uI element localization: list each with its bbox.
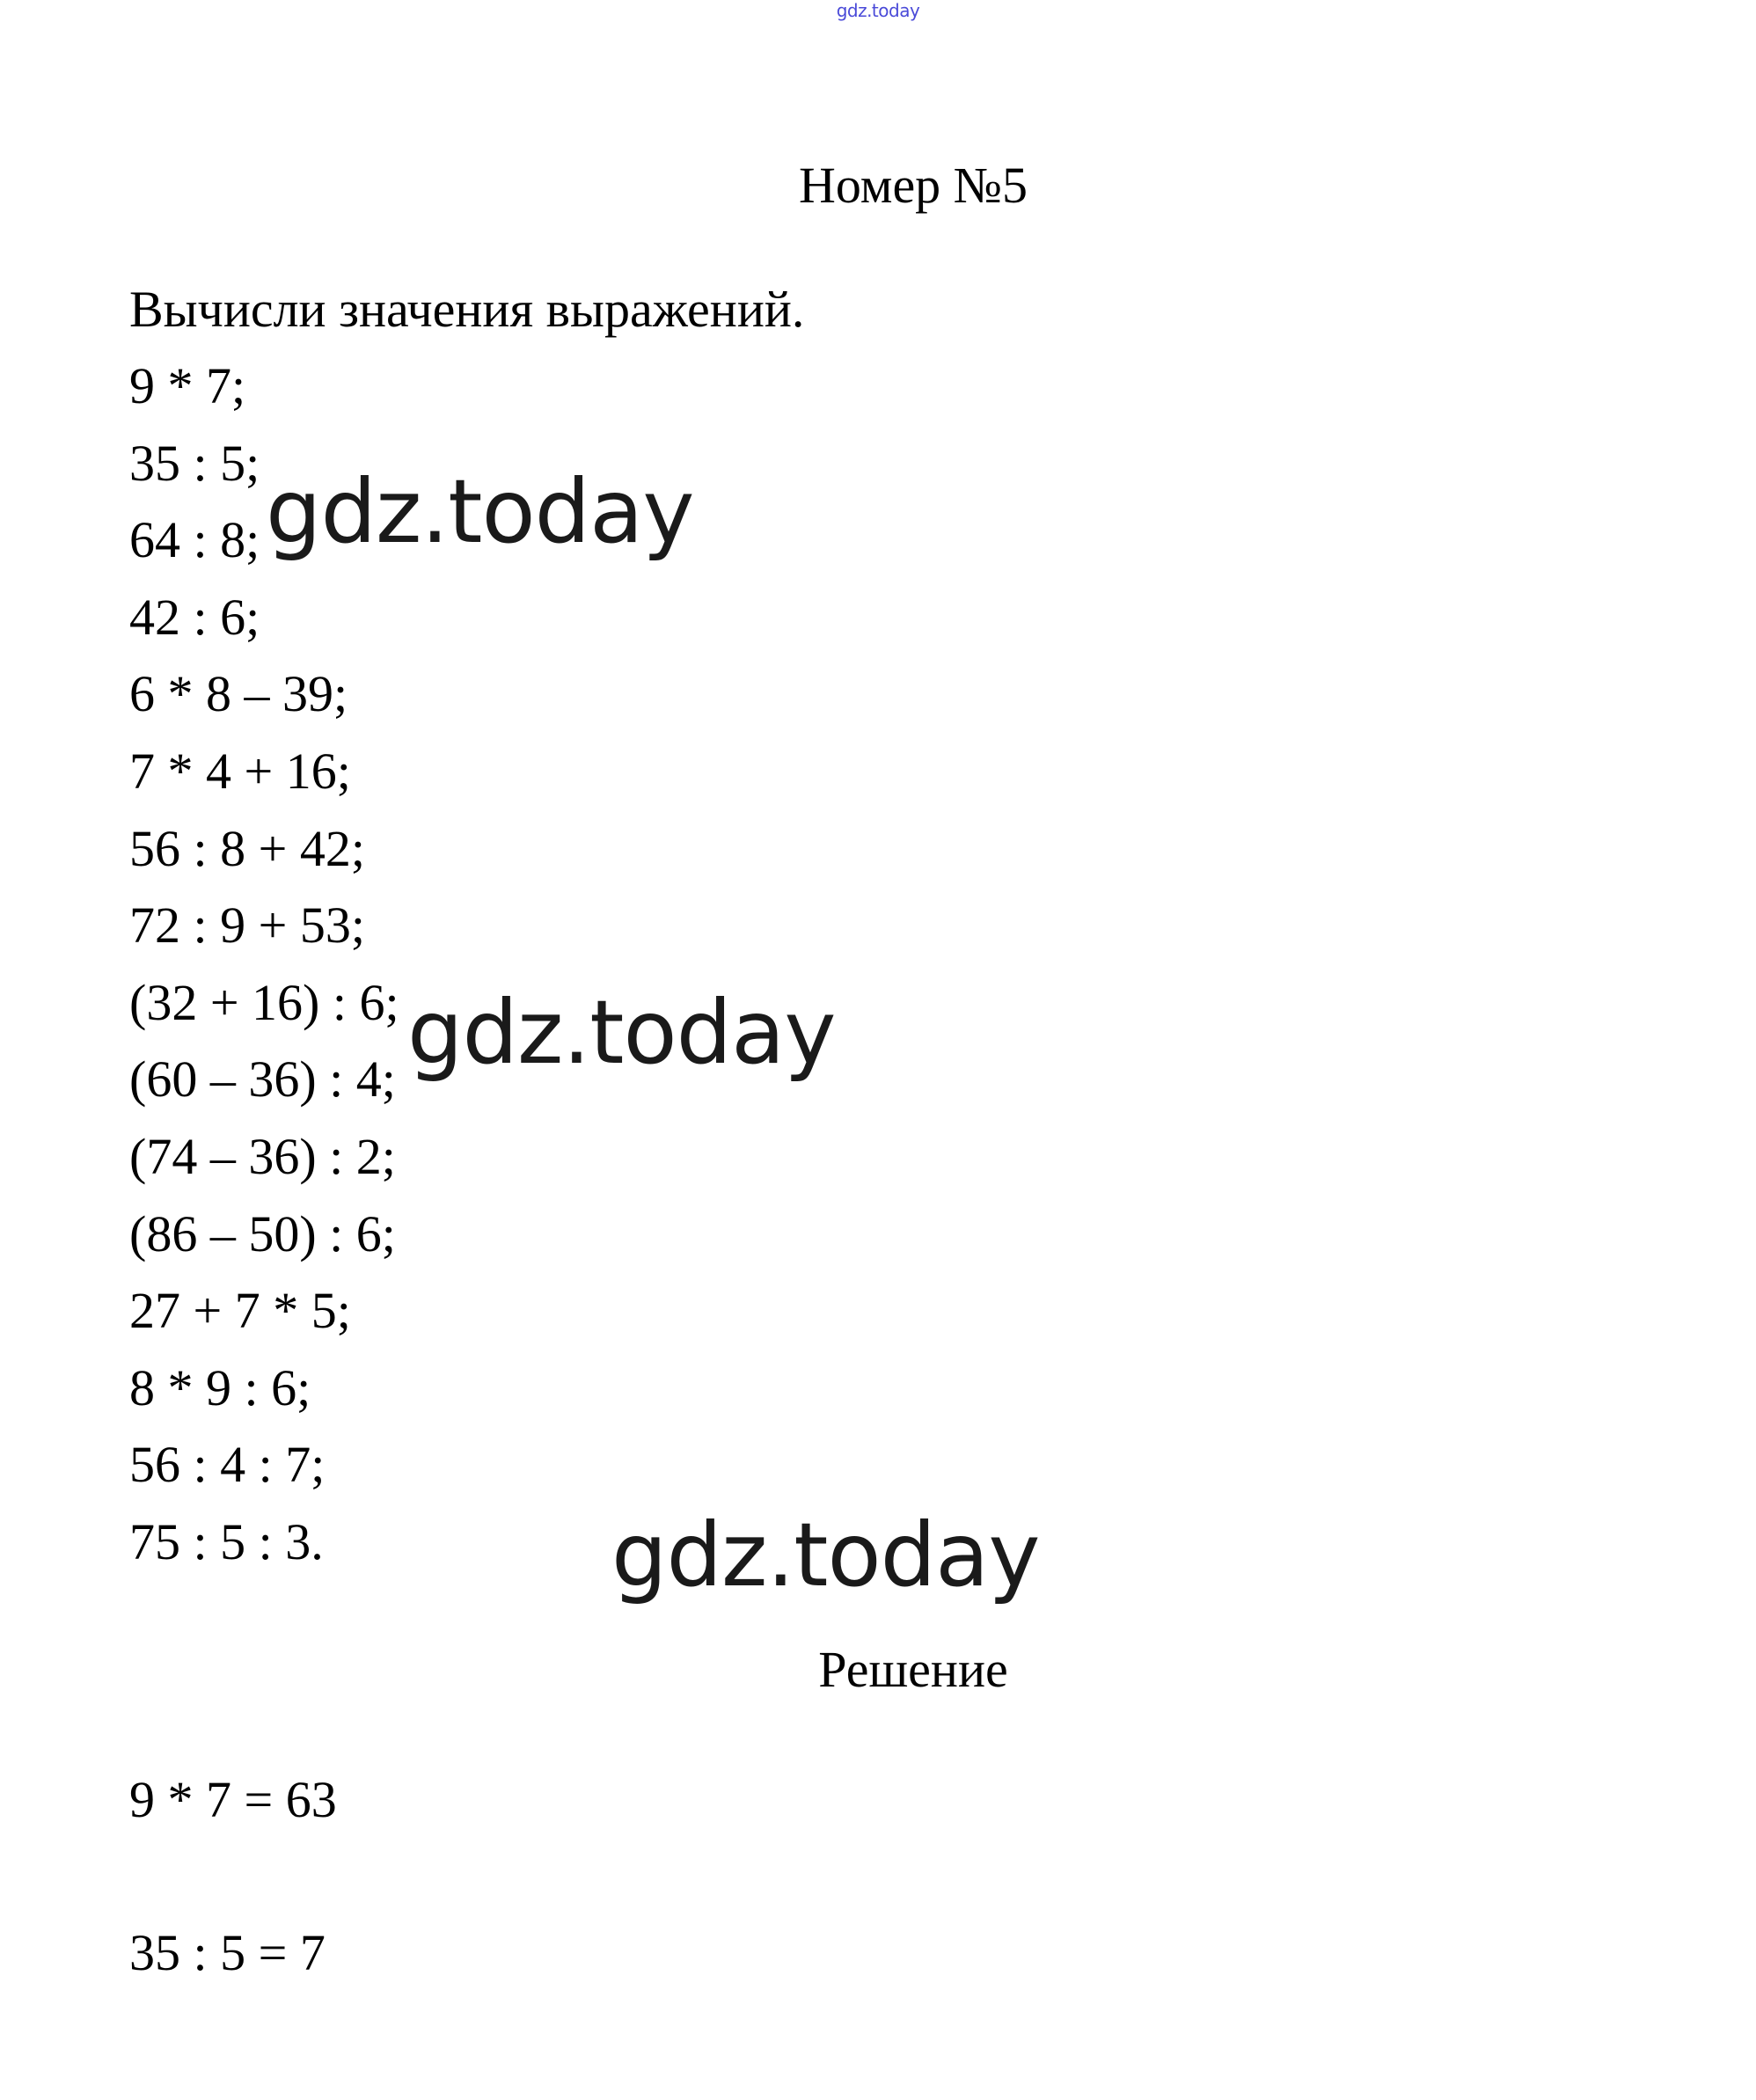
expression-item: (60 – 36) : 4; [129, 1050, 396, 1109]
top-watermark: gdz.today [836, 0, 920, 21]
solution-item: 9 * 7 = 63 [129, 1771, 337, 1828]
watermark: gdz.today [266, 460, 694, 563]
page-title: Номер №5 [798, 157, 1028, 214]
expression-item: 42 : 6; [129, 588, 260, 646]
watermark: gdz.today [407, 981, 836, 1084]
expression-item: 75 : 5 : 3. [129, 1512, 324, 1570]
expression-item: 64 : 8; [129, 511, 260, 569]
solution-list [129, 1769, 337, 2075]
expression-item: 9 * 7; [129, 357, 246, 414]
expression-item: (74 – 36) : 2; [129, 1127, 396, 1185]
watermark: gdz.today [611, 1504, 1040, 1606]
expression-item: 72 : 9 + 53; [129, 896, 365, 955]
expression-item: 27 + 7 * 5; [129, 1282, 351, 1340]
expression-item: 56 : 8 + 42; [129, 819, 365, 877]
solution-heading: Решение [818, 1641, 1008, 1698]
expression-item: 6 * 8 – 39; [129, 665, 348, 723]
expression-item: 7 * 4 + 16; [129, 742, 351, 800]
expression-item: (32 + 16) : 6; [129, 973, 399, 1031]
expression-item: (86 – 50) : 6; [129, 1204, 396, 1262]
expression-item: 35 : 5; [129, 434, 260, 492]
task-instruction: Вычисли значения выражений. [129, 281, 805, 338]
expression-item: 56 : 4 : 7; [129, 1436, 326, 1494]
solution-item: 35 : 5 = 7 [129, 1924, 326, 1981]
expression-item: 8 * 9 : 6; [129, 1358, 311, 1416]
